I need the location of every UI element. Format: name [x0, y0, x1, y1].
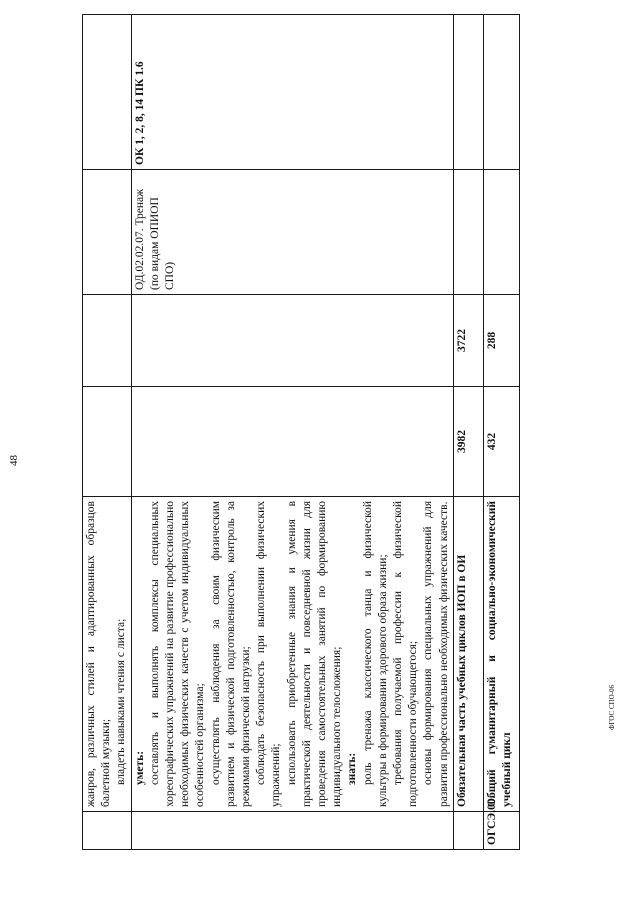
total-label-cell — [453, 497, 483, 812]
requirement-item: основы формирования специальных упражнений для развития профессионально необходимых физических качеств. — [422, 501, 450, 807]
cycle-required-load: 288 — [485, 331, 498, 350]
code-cell — [131, 812, 453, 850]
cycle-code-cell — [483, 795, 519, 850]
section-heading: уметь: — [133, 750, 146, 785]
cycle-code: ОГСЭ.00. — [485, 795, 498, 845]
code-cell — [83, 812, 132, 850]
cycle-label: Общий гуманитарный и социально-экономический учебный цикл — [485, 501, 514, 807]
total-max-load: 3982 — [455, 430, 468, 453]
total-label: Обязательная часть учебных циклов ИОП в ОИ — [455, 554, 468, 807]
requirements-text — [84, 501, 130, 807]
requirement-item: составлять и выполнять комплексы специальных хореографических упражнений на развитие профессионально необходимых физических качеств с учетом индивидуальных особенностей организма; — [148, 501, 207, 807]
discipline-cell — [83, 170, 132, 295]
max-load-cell — [131, 387, 453, 497]
required-load-cell — [483, 295, 519, 387]
required-load-cell — [83, 295, 132, 387]
discipline-cell — [453, 170, 483, 295]
max-load-cell — [453, 387, 483, 497]
footer-label: ФГОС СПО-06 — [608, 684, 616, 730]
requirement-item: осуществлять наблюдения за своим физическим развитием и физической подготовленностью, контроль за режимами физической нагрузки; — [209, 501, 253, 807]
requirement-item: владеть навыками чтения с листа; — [115, 618, 128, 785]
total-required-load: 3722 — [455, 329, 468, 352]
cycle-max-load: 432 — [485, 432, 498, 451]
requirement-item: использовать приобретенные знания и умения в практической деятельности и повседневной жизни для проведения самостоятельных занятий по формированию индивидуального телосложения; — [285, 501, 344, 807]
competencies-cell — [483, 15, 519, 170]
table-row-top — [83, 15, 132, 850]
page-number: 48 — [8, 455, 20, 466]
code-cell — [453, 812, 483, 850]
section-heading: знать: — [346, 752, 359, 785]
competencies-cell — [131, 15, 453, 170]
competencies-text: ОК 1, 2, 8, 14 ПК 1.6 — [133, 61, 146, 165]
cycle-label-cell — [483, 497, 519, 812]
discipline-cell — [483, 170, 519, 295]
table-row-total — [453, 15, 483, 850]
table-row-cycle — [483, 15, 519, 850]
competencies-cell — [83, 15, 132, 170]
table-row-main — [131, 15, 453, 850]
requirement-item: требования получаемой профессии к физической подготовленности обучающегося; — [392, 501, 420, 807]
requirement-item: соблюдать безопасность при выполнении физических упражнений; — [255, 501, 283, 807]
discipline-text: ОД.02.02.07. Тренаж (по видам ОПИОП СПО) — [133, 188, 177, 290]
discipline-cell — [131, 170, 453, 295]
required-load-cell — [131, 295, 453, 387]
rotated-table-container — [82, 15, 514, 850]
max-load-cell — [483, 387, 519, 497]
requirement-item: жанров, различных стилей и адаптированных образцов балетной музыки; — [85, 501, 113, 807]
curriculum-table — [82, 14, 520, 850]
max-load-cell — [83, 387, 132, 497]
requirements-cell — [83, 497, 132, 812]
competencies-cell — [453, 15, 483, 170]
required-load-cell — [453, 295, 483, 387]
requirement-item: роль тренажа классического танца и физической культуры в формировании здорового образа жизни; — [361, 501, 389, 807]
requirements-text — [133, 501, 452, 807]
requirements-cell — [131, 497, 453, 812]
